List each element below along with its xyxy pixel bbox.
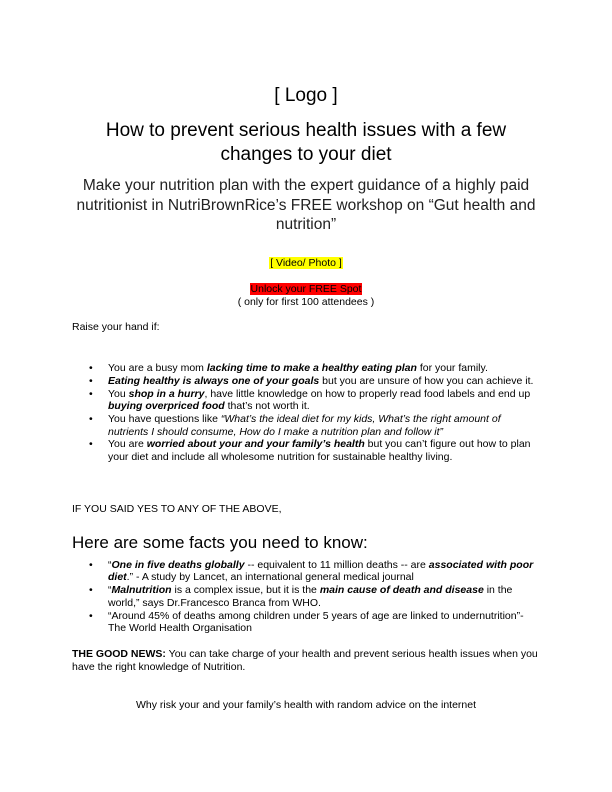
list-item-text: main cause of death and disease — [319, 584, 484, 597]
subtitle: Make your nutrition plan with the expert guidance of a highly paid nutritionist in NutriBrownRice’s FREE workshop on “Gut health and nutrition” — [76, 177, 536, 233]
list-item-text: “What’s the ideal diet for my kids, What’s the right amount of nutrients I should consume, How do I make a nutrition plan and follow it” — [108, 413, 501, 438]
list-item-text: “Around 45% of deaths among children under 5 years of age are linked to undernutrition”- The World Health Organisation — [108, 609, 524, 635]
list-item-text: “ — [108, 584, 112, 597]
list-item-text: that’s not worth it. — [224, 400, 310, 413]
list-item-text: lacking time to make a healthy eating plan — [206, 362, 417, 374]
closing-text: Why risk your and your family’s health with random advice on the internet — [135, 699, 477, 711]
list-item — [72, 610, 537, 635]
list-item-text: Eating healthy is always one of your goals — [108, 374, 320, 387]
list-item — [72, 438, 537, 463]
logo-placeholder: [ Logo ] — [274, 85, 338, 106]
list-item-text: shop in a hurry — [128, 387, 205, 400]
list-item-text: buying overpriced food — [108, 400, 225, 413]
list-item-text: , have little knowledge on how to properly read food labels and end up — [204, 387, 531, 400]
list-item — [72, 559, 537, 584]
list-item-text: but you are unsure of how you can achieve it. — [319, 374, 534, 387]
facts-heading: Here are some facts you need to know: — [72, 533, 368, 552]
facts-list — [72, 559, 537, 635]
list-item-text: You have questions like — [108, 413, 221, 426]
list-item-text: You are a busy mom — [108, 362, 207, 374]
list-item — [72, 413, 537, 438]
list-item-text: but you can’t figure out how to plan your diet and include all wholesome nutrition for sustainable healthy living. — [108, 438, 531, 463]
good-news-paragraph — [72, 648, 542, 674]
list-item-text: for your family. — [416, 362, 488, 374]
list-item-text: You are — [108, 438, 147, 451]
list-item — [72, 375, 537, 387]
good-news-text: You can take charge of your health and prevent serious health issues when you have the right knowledge of Nutrition. — [72, 648, 538, 673]
list-item-text: is a complex issue, but it is the — [171, 584, 320, 597]
list-item-text: -- equivalent to 11 million deaths -- are — [244, 559, 429, 571]
unlock-spot-label[interactable]: Unlock your FREE Spot — [250, 283, 362, 295]
list-item-text: “ — [108, 559, 112, 571]
list-item-text: Malnutrition — [111, 584, 172, 597]
list-item — [72, 388, 537, 413]
list-item-text: associated with poor diet — [108, 559, 534, 584]
page-title: How to prevent serious health issues with a few changes to your diet — [105, 120, 507, 165]
list-item-text: You — [108, 387, 129, 400]
media-placeholder — [60, 257, 552, 269]
attendee-note: ( only for first 100 attendees ) — [237, 296, 375, 308]
conditions-list — [72, 362, 537, 464]
media-placeholder-label: [ Video/ Photo ] — [270, 257, 342, 269]
unlock-spot-button[interactable] — [60, 283, 552, 295]
good-news-label: THE GOOD NEWS: — [72, 648, 166, 660]
list-item — [72, 362, 537, 374]
list-item — [72, 584, 537, 609]
list-item-text: in the world,” says Dr.Francesco Branca from WHO. — [108, 584, 513, 609]
list-item-text: worried about your and your family’s health — [146, 438, 365, 451]
list-item-text: One in five deaths globally — [111, 559, 245, 571]
list-item-text: .” - A study by Lancet, an international general medical journal — [126, 571, 414, 584]
raise-hand-text: Raise your hand if: — [72, 321, 160, 333]
if-yes-text: IF YOU SAID YES TO ANY OF THE ABOVE, — [72, 503, 282, 515]
